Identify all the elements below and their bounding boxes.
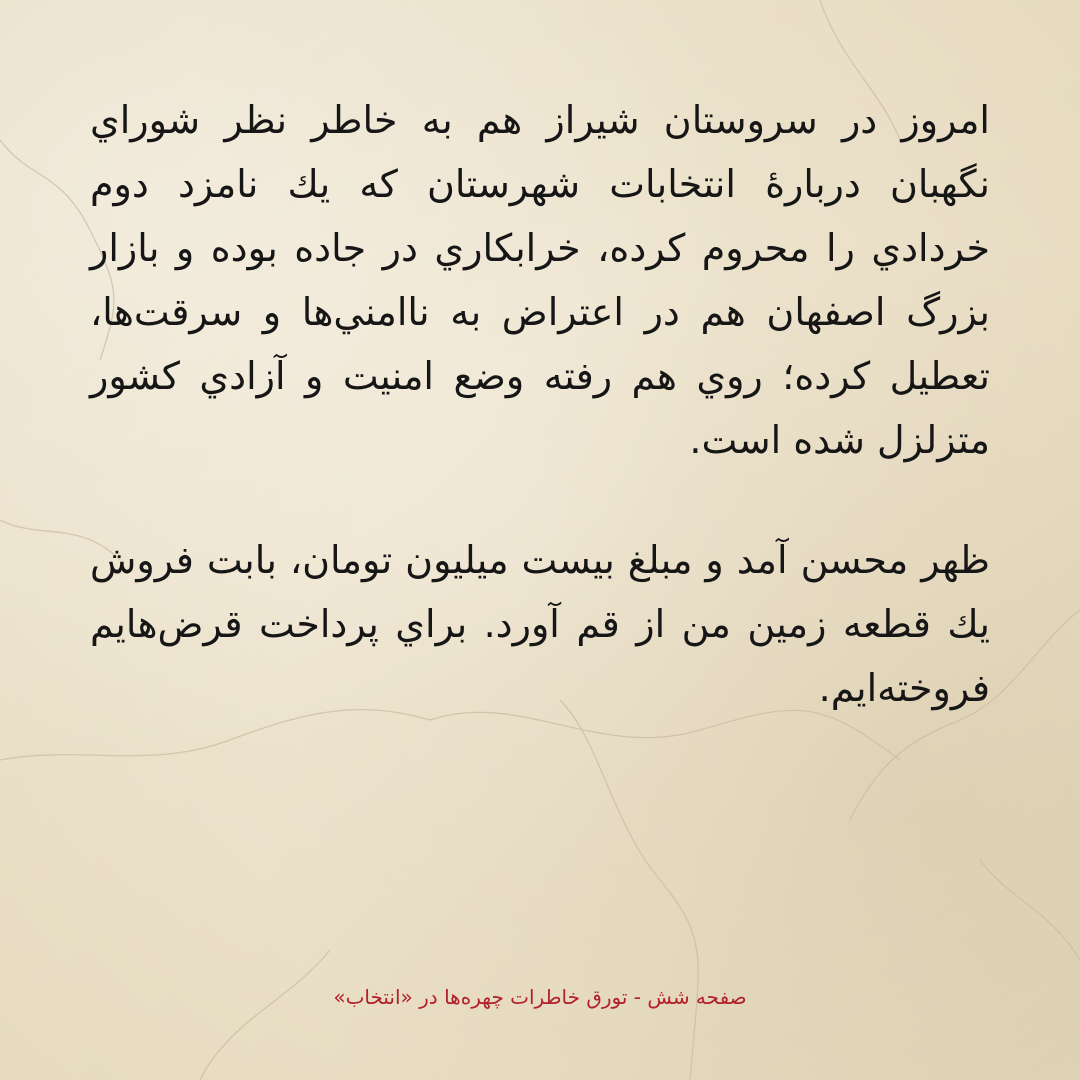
paragraph-1: امروز در سروستان شيراز هم به خاطر نظر شوراي نگهبان دربارۀ انتخابات شهرستان كه يك نامزد دوم خردادي را محروم كرده، خرابكاري در جاده بوده و بازار بزرگ اصفهان هم در اعتراض به ناامني‌ها و سرقت‌ها، تعطيل كرده؛ روي هم رفته وضع امنيت و آزادي كشور متزلزل شده است. [90, 98, 990, 462]
page-footer-caption: صفحه شش - تورق خاطرات چهره‌ها در «انتخاب» [333, 985, 747, 1009]
paragraph-2: ظهر محسن آمد و مبلغ بيست ميليون تومان، بابت فروش يك قطعه زمين من از قم آورد. براي پرداخت قرض‌هايم فروخته‌ايم. [90, 538, 990, 710]
article-body [90, 88, 990, 776]
